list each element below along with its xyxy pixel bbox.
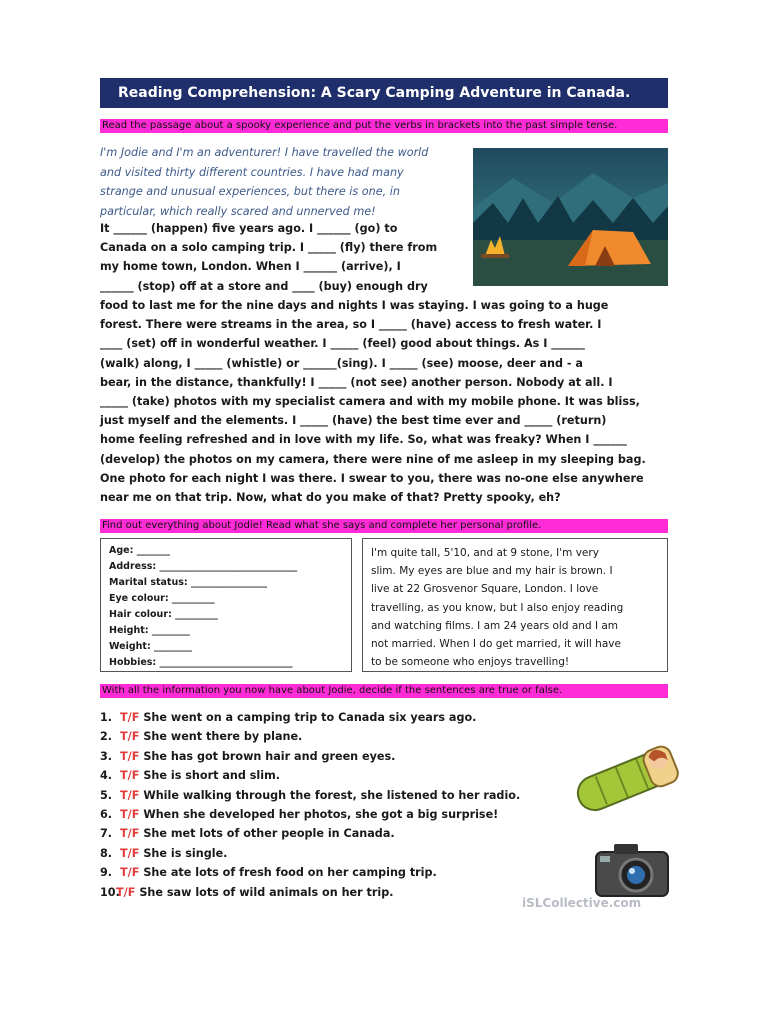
story-line: home feeling refreshed and in love with my life. So, what was freaky? When I ______ xyxy=(100,433,627,447)
profile-text-line: and watching films. I am 24 years old and I am xyxy=(371,619,619,632)
item-number: 6. xyxy=(100,808,113,822)
intro-line: and visited thirty different countries. I have had many xyxy=(100,165,404,179)
item-number: 3. xyxy=(100,749,113,763)
intro-line: strange and unusual experiences, but there is one, in xyxy=(100,185,400,198)
tf-marker[interactable]: T/F xyxy=(120,846,140,860)
profile-field-hair-colour[interactable]: Hair colour: _________ xyxy=(109,609,218,620)
story-line: near me on that trip. Now, what do you make of that? Pretty spooky, eh? xyxy=(100,491,561,505)
item-text: She went there by plane. xyxy=(143,730,303,744)
profile-field-marital-status[interactable]: Marital status: ________________ xyxy=(109,577,267,588)
sleeping-bag-icon xyxy=(568,734,680,820)
story-line: ______ (stop) off at a store and ____ (buy) enough dry xyxy=(100,279,428,293)
list-item xyxy=(100,708,570,727)
profile-field-eye-colour[interactable]: Eye colour: _________ xyxy=(109,593,215,604)
story-line: food to last me for the nine days and nights I was staying. I was going to a huge xyxy=(100,299,609,312)
watermark: iSLCollective.com xyxy=(522,896,642,910)
camera-icon xyxy=(592,840,672,900)
intro-line: particular, which really scared and unnerved me! xyxy=(100,204,376,218)
true-false-list xyxy=(100,708,570,902)
profile-description xyxy=(362,538,668,672)
instruction-profile: Find out everything about Jodie! Read what she says and complete her personal profile. xyxy=(100,519,668,533)
list-item xyxy=(100,844,570,863)
list-item xyxy=(100,727,570,746)
tf-marker[interactable]: T/F xyxy=(120,866,140,880)
profile-field-age[interactable]: Age: _______ xyxy=(109,545,170,556)
tf-marker[interactable]: T/F xyxy=(120,730,140,744)
item-text: She has got brown hair and green eyes. xyxy=(143,749,396,763)
story-line: bear, in the distance, thankfully! I _____ (not see) another person. Nobody at all. I xyxy=(100,375,613,389)
item-text: She went on a camping trip to Canada six years ago. xyxy=(143,711,477,724)
tf-marker[interactable]: T/F xyxy=(120,827,140,841)
profile-text-line: travelling, as you know, but I also enjoy reading xyxy=(371,601,624,614)
story-line: (develop) the photos on my camera, there were nine of me asleep in my sleeping bag. xyxy=(100,452,646,466)
item-text: She met lots of other people in Canada. xyxy=(143,827,395,841)
profile-field-height[interactable]: Height: ________ xyxy=(109,625,190,636)
item-number: 7. xyxy=(100,827,113,841)
profile-text-line: slim. My eyes are blue and my hair is brown. I xyxy=(371,565,613,578)
tf-marker[interactable]: T/F xyxy=(120,788,140,802)
profile-text-line: I'm quite tall, 5'10, and at 9 stone, I'm very xyxy=(371,547,599,559)
intro-paragraph xyxy=(100,143,466,221)
profile-field-address[interactable]: Address: _____________________________ xyxy=(109,561,298,572)
tf-marker[interactable]: T/F xyxy=(120,749,140,763)
profile-field-hobbies[interactable]: Hobbies: ____________________________ xyxy=(109,657,293,668)
story-line: _____ (take) photos with my specialist camera and with my mobile phone. It was bliss, xyxy=(100,395,640,409)
list-item xyxy=(100,786,570,805)
list-item xyxy=(100,824,570,843)
item-number: 5. xyxy=(100,788,113,802)
profile-field-weight[interactable]: Weight: ________ xyxy=(109,641,193,652)
tf-marker[interactable]: T/F xyxy=(120,769,140,783)
story-line: Canada on a solo camping trip. I _____ (fly) there from xyxy=(100,241,438,255)
item-number: 8. xyxy=(100,846,113,860)
story-paragraph-bottom xyxy=(100,296,670,507)
item-number: 4. xyxy=(100,769,113,783)
story-line: just myself and the elements. I _____ (have) the best time ever and _____ (return) xyxy=(100,414,607,428)
story-line: my home town, London. When I ______ (arrive), I xyxy=(100,260,401,274)
item-text: She ate lots of fresh food on her camping trip. xyxy=(143,866,437,880)
list-item xyxy=(100,863,570,882)
item-number: 2. xyxy=(100,730,113,744)
story-line: ____ (set) off in wonderful weather. I _____ (feel) good about things. As I ______ xyxy=(100,337,585,351)
list-item xyxy=(100,805,570,824)
intro-line: I'm Jodie and I'm an adventurer! I have travelled the world xyxy=(100,146,429,159)
instruction-true-false: With all the information you now have about Jodie, decide if the sentences are true or false. xyxy=(100,684,668,698)
story-line: It ______ (happen) five years ago. I ______ (go) to xyxy=(100,222,398,235)
list-item xyxy=(100,747,570,766)
item-text: She saw lots of wild animals on her trip. xyxy=(139,885,394,899)
profile-text-line: not married. When I do get married, it will have xyxy=(371,638,621,651)
story-line: One photo for each night I was there. I swear to you, there was no-one else anywhere xyxy=(100,471,644,485)
story-paragraph-top xyxy=(100,219,466,296)
list-item xyxy=(100,766,570,785)
story-line: (walk) along, I _____ (whistle) or ______(sing). I _____ (see) moose, deer and - a xyxy=(100,356,583,370)
profile-form xyxy=(100,538,352,672)
tf-marker[interactable]: T/F xyxy=(120,808,140,822)
item-number: 1. xyxy=(100,711,113,724)
item-number: 9. xyxy=(100,866,113,880)
story-line: forest. There were streams in the area, so I _____ (have) access to fresh water. I xyxy=(100,318,602,332)
list-item xyxy=(100,883,570,902)
instruction-past-simple: Read the passage about a spooky experience and put the verbs in brackets into the past simple tense. xyxy=(100,119,668,133)
item-text: While walking through the forest, she listened to her radio. xyxy=(143,788,521,802)
item-number: 10. xyxy=(100,885,120,899)
page-title: Reading Comprehension: A Scary Camping Adventure in Canada. xyxy=(100,78,668,108)
tf-marker[interactable]: T/F xyxy=(116,885,136,899)
item-text: She is short and slim. xyxy=(143,769,280,783)
camping-scene xyxy=(473,148,668,286)
profile-text-line: live at 22 Grosvenor Square, London. I love xyxy=(371,583,599,596)
item-text: When she developed her photos, she got a big surprise! xyxy=(143,808,499,822)
item-text: She is single. xyxy=(143,846,228,860)
tf-marker[interactable]: T/F xyxy=(120,711,140,724)
profile-text-line: to be someone who enjoys travelling! xyxy=(371,656,570,669)
